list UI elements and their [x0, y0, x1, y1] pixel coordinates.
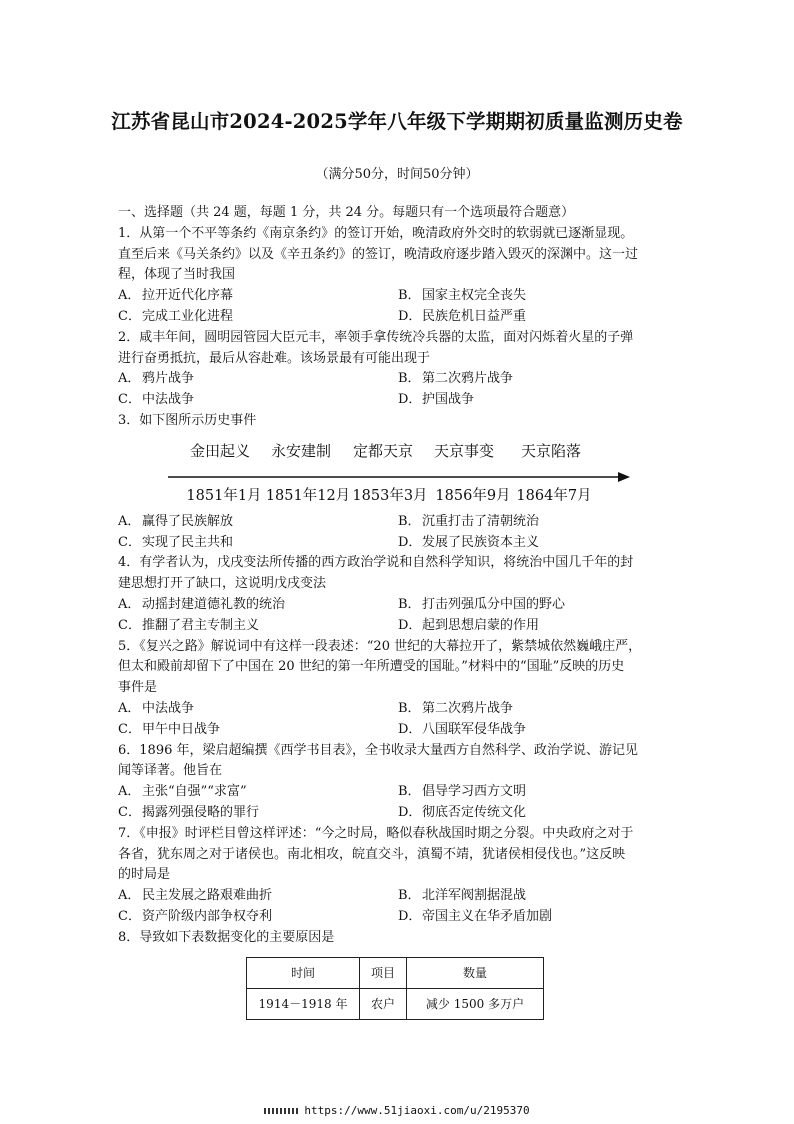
question-7 — [118, 824, 678, 928]
option-b[interactable]: B．第二次鸦片战争 — [398, 371, 514, 387]
table-row — [247, 988, 544, 1019]
question-4 — [118, 553, 678, 636]
data-table-wrap — [246, 957, 678, 1020]
timeline-event: 定都天京 — [352, 441, 414, 460]
option-d[interactable]: D．起到思想启蒙的作用 — [398, 617, 540, 633]
question-stem-line: 的时局是 — [118, 867, 171, 883]
option-d[interactable]: D．帝国主义在华矛盾加剧 — [398, 908, 553, 924]
option-a[interactable]: A． 赢得了民族解放 — [118, 513, 234, 529]
question-stem-line: 建思想打开了缺口，这说明戊戌变法 — [118, 576, 327, 592]
timeline-event: 永安建制 — [270, 441, 332, 460]
timeline-date: 1851年12月 — [265, 487, 351, 504]
option-b[interactable]: B．国家主权完全丧失 — [398, 288, 527, 304]
timeline-date: 1851年1月 — [186, 487, 262, 504]
timeline-event: 天京陷落 — [520, 441, 582, 460]
question-stem-line: 4．有学者认为，戊戌变法所传播的西方政治学说和自然科学知识，将统治中国几千年的封 — [118, 555, 634, 571]
option-b[interactable]: B．打击列强瓜分中国的野心 — [398, 596, 566, 612]
question-stem-line: 2．咸丰年间，圆明园管园大臣元丰，率领手拿传统冷兵器的太监，面对闪烁着火星的子弹 — [118, 329, 634, 345]
question-8 — [118, 928, 678, 1020]
table-header-cell: 时间 — [247, 957, 360, 988]
question-1 — [118, 224, 678, 328]
question-stem-line: 3．如下图所示历史事件 — [118, 412, 257, 428]
page-footer — [0, 1104, 794, 1117]
table-header-cell: 数量 — [407, 957, 544, 988]
timeline-date: 1864年7月 — [516, 487, 592, 504]
question-stem-line: 闻等译著。他旨在 — [118, 763, 223, 779]
question-6 — [118, 741, 678, 824]
option-c[interactable]: C．实现了民主共和 — [118, 534, 234, 550]
question-stem-line: 事件是 — [118, 680, 158, 696]
option-c[interactable]: C．完成工业化进程 — [118, 308, 234, 324]
question-stem-line: 进行奋勇抵抗，最后从容赴难。该场景最有可能出现于 — [118, 350, 431, 366]
table-cell: 1914－1918 年 — [247, 988, 360, 1019]
table-header-row — [247, 957, 544, 988]
question-stem-line: 6．1896 年，梁启超编撰《西学书目表》，全书收录大量西方自然科学、政治学说、游记见 — [118, 742, 638, 758]
option-c[interactable]: C．中法战争 — [118, 392, 195, 408]
question-stem-line: 各省，犹东周之对于诸侯也。南北相攻，皖直交斗，滇蜀不靖，犹诸侯相侵伐也。”这反映 — [118, 846, 626, 862]
option-c[interactable]: C．推翻了君主专制主义 — [118, 617, 260, 633]
question-5 — [118, 637, 678, 741]
page-title: 江苏省昆山市2024-2025学年八年级下学期期初质量监测历史卷 — [111, 110, 683, 133]
question-2 — [118, 328, 678, 411]
option-b[interactable]: B．沉重打击了清朝统治 — [398, 513, 540, 529]
option-b[interactable]: B．第二次鸦片战争 — [398, 700, 514, 716]
watermark-icon — [264, 1108, 298, 1114]
question-stem-line: 1．从第一个不平等条约《南京条约》的签订开始，晚清政府外交时的软弱就已逐渐显现。 — [118, 225, 634, 241]
timeline-event: 金田起义 — [189, 441, 251, 460]
question-stem-line: 5．《复兴之路》解说词中有这样一段表述：“20 世纪的大幕拉开了，紫禁城依然巍峨庄严， — [118, 638, 642, 654]
question-stem-line: 程，体现了当时我国 — [118, 267, 236, 283]
question-stem-line: 但太和殿前却留下了中国在 20 世纪的第一年所遭受的国耻。”材料中的“国耻”反映的历史 — [118, 659, 625, 675]
table-cell: 农户 — [360, 988, 407, 1019]
question-stem-line: 7．《申报》时评栏目曾这样评述：“今之时局，略似春秋战国时期之分裂。中央政府之对于 — [118, 825, 634, 841]
timeline-date: 1853年3月 — [352, 487, 428, 504]
option-d[interactable]: D．护国战争 — [398, 392, 475, 408]
data-table — [246, 957, 544, 1020]
table-cell: 减少 1500 多万户 — [407, 988, 544, 1019]
option-d[interactable]: D．发展了民族资本主义 — [398, 534, 540, 550]
exam-content — [118, 203, 678, 1020]
table-header-cell: 项目 — [360, 957, 407, 988]
timeline-event: 天京事变 — [433, 441, 495, 460]
option-a[interactable]: A． 中法战争 — [118, 700, 195, 716]
option-a[interactable]: A． 动摇封建道德礼教的统治 — [118, 596, 286, 612]
option-b[interactable]: B．倡导学习西方文明 — [398, 784, 527, 800]
section-heading: 一、选择题（共 24 题，每题 1 分，共 24 分。每题只有一个选项最符合题意） — [118, 205, 575, 220]
option-d[interactable]: D．彻底否定传统文化 — [398, 804, 527, 820]
option-a[interactable]: A． 拉开近代化序幕 — [118, 288, 234, 304]
option-a[interactable]: A． 主张“自强”“求富” — [118, 784, 247, 800]
option-d[interactable]: D．民族危机日益严重 — [398, 308, 527, 324]
exam-info: （满分50分，时间50分钟） — [315, 167, 479, 182]
option-c[interactable]: C．甲午中日战争 — [118, 721, 221, 737]
question-3 — [118, 411, 678, 553]
option-a[interactable]: A． 鸦片战争 — [118, 371, 195, 387]
option-b[interactable]: B．北洋军阀割据混战 — [398, 888, 527, 904]
question-stem-line: 直至后来《马关条约》以及《辛丑条约》的签订，晚清政府逐步踏入毁灭的深渊中。这一过 — [118, 246, 639, 262]
timeline-date: 1856年9月 — [435, 487, 511, 504]
footer-url[interactable]: https://www.51jiaoxi.com/u/2195370 — [304, 1104, 530, 1117]
option-d[interactable]: D．八国联军侵华战争 — [398, 721, 527, 737]
timeline-arrow-icon — [618, 472, 630, 482]
option-c[interactable]: C．资产阶级内部争权夺利 — [118, 908, 273, 924]
timeline-figure — [118, 432, 678, 512]
option-a[interactable]: A． 民主发展之路艰难曲折 — [118, 888, 273, 904]
option-c[interactable]: C．揭露列强侵略的罪行 — [118, 804, 260, 820]
question-stem-line: 8．导致如下表数据变化的主要原因是 — [118, 929, 335, 945]
